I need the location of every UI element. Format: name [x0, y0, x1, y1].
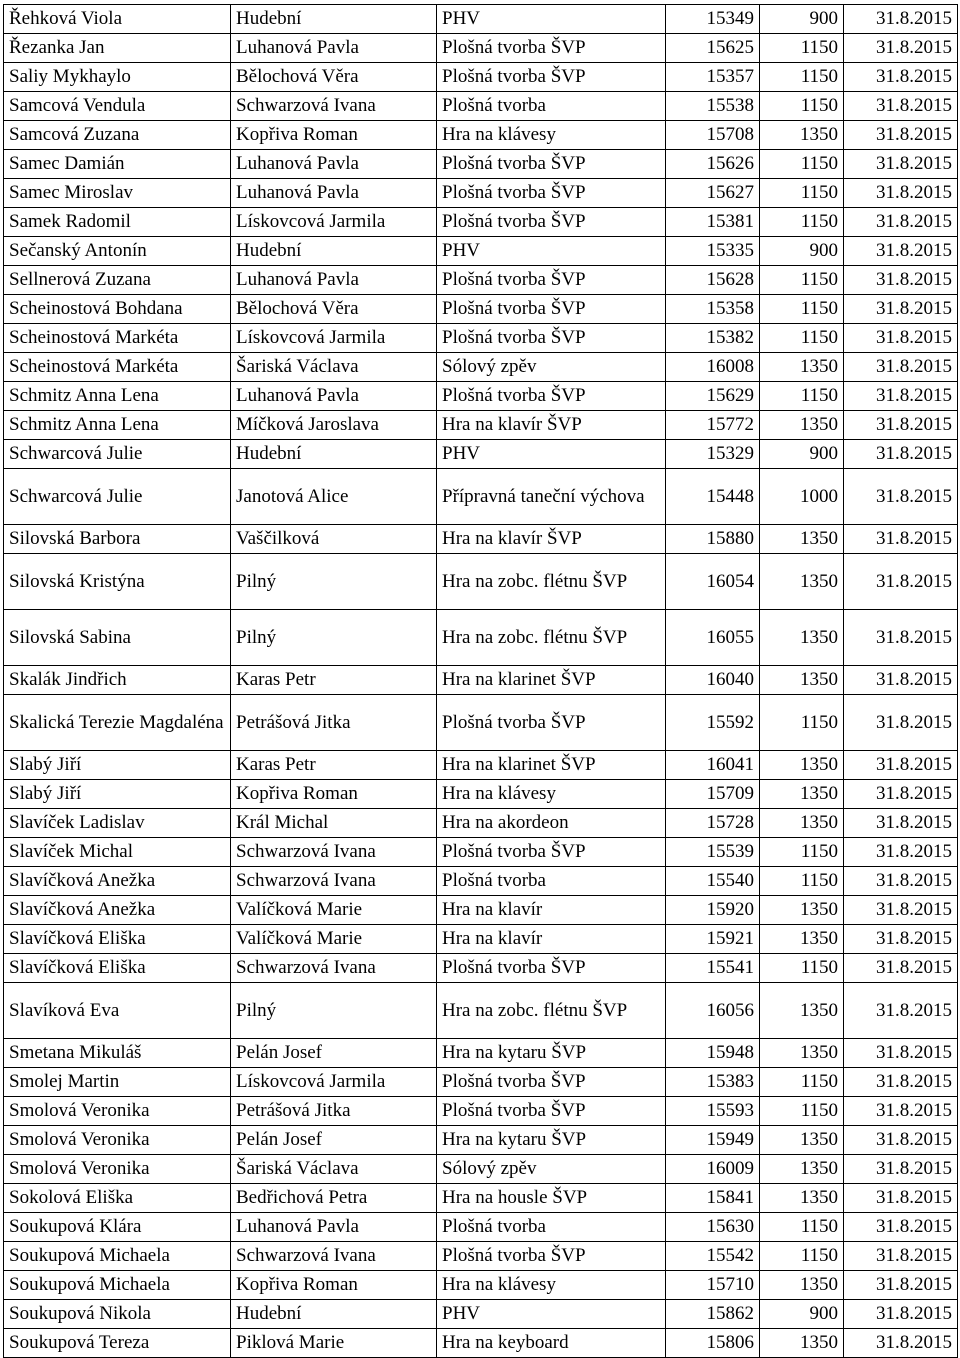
teacher-cell: Luhanová Pavla — [231, 179, 437, 208]
id-number-cell: 15542 — [666, 1242, 760, 1271]
subject-cell: Plošná tvorba ŠVP — [437, 1242, 666, 1271]
id-number-cell: 15841 — [666, 1184, 760, 1213]
teacher-cell: Luhanová Pavla — [231, 1213, 437, 1242]
amount-cell: 1150 — [760, 324, 844, 353]
id-number-cell: 15949 — [666, 1126, 760, 1155]
date-cell: 31.8.2015 — [844, 34, 958, 63]
teacher-cell: Luhanová Pavla — [231, 382, 437, 411]
table-row — [4, 1300, 958, 1329]
date-cell: 31.8.2015 — [844, 1097, 958, 1126]
table-row — [4, 525, 958, 554]
id-number-cell: 15630 — [666, 1213, 760, 1242]
teacher-cell: Karas Petr — [231, 666, 437, 695]
teacher-cell: Schwarzová Ivana — [231, 92, 437, 121]
id-number-cell: 16009 — [666, 1155, 760, 1184]
student-name-cell: Smolová Veronika — [4, 1155, 231, 1184]
amount-cell: 900 — [760, 5, 844, 34]
amount-cell: 1150 — [760, 838, 844, 867]
student-name-cell: Soukupová Michaela — [4, 1271, 231, 1300]
table-row — [4, 695, 958, 751]
subject-cell: Hra na akordeon — [437, 809, 666, 838]
id-number-cell: 15948 — [666, 1039, 760, 1068]
subject-cell: Plošná tvorba ŠVP — [437, 266, 666, 295]
student-name-cell: Slabý Jiří — [4, 780, 231, 809]
amount-cell: 1350 — [760, 1155, 844, 1184]
subject-cell: Hra na klavír ŠVP — [437, 411, 666, 440]
student-name-cell: Schmitz Anna Lena — [4, 382, 231, 411]
teacher-cell: Hudební — [231, 237, 437, 266]
student-name-cell: Smolej Martin — [4, 1068, 231, 1097]
table-row — [4, 809, 958, 838]
id-number-cell: 16056 — [666, 983, 760, 1039]
subject-cell: Plošná tvorba ŠVP — [437, 324, 666, 353]
id-number-cell: 15357 — [666, 63, 760, 92]
amount-cell: 1150 — [760, 34, 844, 63]
amount-cell: 1150 — [760, 1213, 844, 1242]
amount-cell: 1150 — [760, 382, 844, 411]
date-cell: 31.8.2015 — [844, 780, 958, 809]
subject-cell: PHV — [437, 440, 666, 469]
id-number-cell: 16008 — [666, 353, 760, 382]
id-number-cell: 15710 — [666, 1271, 760, 1300]
subject-cell: Sólový zpěv — [437, 1155, 666, 1184]
subject-cell: Hra na zobc. flétnu ŠVP — [437, 554, 666, 610]
id-number-cell: 15593 — [666, 1097, 760, 1126]
subject-cell: Hra na klavír — [437, 896, 666, 925]
teacher-cell: Lískovcová Jarmila — [231, 324, 437, 353]
teacher-cell: Bělochová Věra — [231, 63, 437, 92]
amount-cell: 1000 — [760, 469, 844, 525]
subject-cell: Plošná tvorba ŠVP — [437, 1068, 666, 1097]
table-row — [4, 34, 958, 63]
amount-cell: 1350 — [760, 121, 844, 150]
id-number-cell: 15627 — [666, 179, 760, 208]
table-row — [4, 1329, 958, 1358]
amount-cell: 1150 — [760, 695, 844, 751]
table-row — [4, 896, 958, 925]
student-name-cell: Silovská Sabina — [4, 610, 231, 666]
date-cell: 31.8.2015 — [844, 610, 958, 666]
id-number-cell: 15383 — [666, 1068, 760, 1097]
id-number-cell: 15772 — [666, 411, 760, 440]
id-number-cell: 15381 — [666, 208, 760, 237]
table-row — [4, 237, 958, 266]
id-number-cell: 16054 — [666, 554, 760, 610]
table-row — [4, 1097, 958, 1126]
date-cell: 31.8.2015 — [844, 324, 958, 353]
date-cell: 31.8.2015 — [844, 237, 958, 266]
student-name-cell: Samek Radomil — [4, 208, 231, 237]
table-row — [4, 382, 958, 411]
id-number-cell: 15628 — [666, 266, 760, 295]
amount-cell: 1350 — [760, 1126, 844, 1155]
table-row — [4, 780, 958, 809]
date-cell: 31.8.2015 — [844, 838, 958, 867]
id-number-cell: 15880 — [666, 525, 760, 554]
teacher-cell: Hudební — [231, 1300, 437, 1329]
amount-cell: 1150 — [760, 867, 844, 896]
amount-cell: 1350 — [760, 1329, 844, 1358]
table-row — [4, 5, 958, 34]
date-cell: 31.8.2015 — [844, 440, 958, 469]
subject-cell: Hra na housle ŠVP — [437, 1184, 666, 1213]
table-row — [4, 666, 958, 695]
table-row — [4, 150, 958, 179]
teacher-cell: Janotová Alice — [231, 469, 437, 525]
student-name-cell: Sečanský Antonín — [4, 237, 231, 266]
student-name-cell: Soukupová Klára — [4, 1213, 231, 1242]
student-name-cell: Soukupová Michaela — [4, 1242, 231, 1271]
table-row — [4, 867, 958, 896]
date-cell: 31.8.2015 — [844, 1329, 958, 1358]
student-name-cell: Soukupová Nikola — [4, 1300, 231, 1329]
id-number-cell: 15539 — [666, 838, 760, 867]
table-row — [4, 121, 958, 150]
amount-cell: 900 — [760, 237, 844, 266]
student-name-cell: Smolová Veronika — [4, 1097, 231, 1126]
date-cell: 31.8.2015 — [844, 469, 958, 525]
subject-cell: Plošná tvorba — [437, 867, 666, 896]
subject-cell: Hra na keyboard — [437, 1329, 666, 1358]
amount-cell: 1150 — [760, 266, 844, 295]
subject-cell: Hra na klávesy — [437, 1271, 666, 1300]
amount-cell: 1150 — [760, 1068, 844, 1097]
table-row — [4, 1039, 958, 1068]
table-row — [4, 983, 958, 1039]
subject-cell: Plošná tvorba ŠVP — [437, 295, 666, 324]
amount-cell: 1350 — [760, 353, 844, 382]
subject-cell: Přípravná taneční výchova — [437, 469, 666, 525]
teacher-cell: Petrášová Jitka — [231, 695, 437, 751]
id-number-cell: 16040 — [666, 666, 760, 695]
amount-cell: 1150 — [760, 954, 844, 983]
id-number-cell: 15626 — [666, 150, 760, 179]
subject-cell: Plošná tvorba ŠVP — [437, 179, 666, 208]
amount-cell: 1150 — [760, 1097, 844, 1126]
date-cell: 31.8.2015 — [844, 525, 958, 554]
student-name-cell: Řezanka Jan — [4, 34, 231, 63]
teacher-cell: Luhanová Pavla — [231, 150, 437, 179]
teacher-cell: Luhanová Pavla — [231, 266, 437, 295]
student-name-cell: Slavíček Ladislav — [4, 809, 231, 838]
teacher-cell: Pilný — [231, 554, 437, 610]
date-cell: 31.8.2015 — [844, 954, 958, 983]
student-name-cell: Schwarcová Julie — [4, 440, 231, 469]
id-number-cell: 16055 — [666, 610, 760, 666]
amount-cell: 1350 — [760, 809, 844, 838]
table-row — [4, 208, 958, 237]
id-number-cell: 15541 — [666, 954, 760, 983]
amount-cell: 1150 — [760, 1242, 844, 1271]
table-body — [4, 5, 958, 1358]
teacher-cell: Lískovcová Jarmila — [231, 208, 437, 237]
subject-cell: Plošná tvorba ŠVP — [437, 208, 666, 237]
teacher-cell: Pelán Josef — [231, 1039, 437, 1068]
teacher-cell: Petrášová Jitka — [231, 1097, 437, 1126]
student-name-cell: Smolová Veronika — [4, 1126, 231, 1155]
student-name-cell: Smetana Mikuláš — [4, 1039, 231, 1068]
amount-cell: 1150 — [760, 208, 844, 237]
table-row — [4, 751, 958, 780]
amount-cell: 1150 — [760, 295, 844, 324]
teacher-cell: Pelán Josef — [231, 1126, 437, 1155]
date-cell: 31.8.2015 — [844, 983, 958, 1039]
date-cell: 31.8.2015 — [844, 92, 958, 121]
amount-cell: 1350 — [760, 666, 844, 695]
student-name-cell: Sellnerová Zuzana — [4, 266, 231, 295]
student-name-cell: Samec Miroslav — [4, 179, 231, 208]
date-cell: 31.8.2015 — [844, 1300, 958, 1329]
date-cell: 31.8.2015 — [844, 896, 958, 925]
date-cell: 31.8.2015 — [844, 266, 958, 295]
student-name-cell: Skalická Terezie Magdaléna — [4, 695, 231, 751]
subject-cell: Hra na klarinet ŠVP — [437, 666, 666, 695]
teacher-cell: Šariská Václava — [231, 353, 437, 382]
teacher-cell: Míčková Jaroslava — [231, 411, 437, 440]
id-number-cell: 15358 — [666, 295, 760, 324]
amount-cell: 1350 — [760, 554, 844, 610]
id-number-cell: 15592 — [666, 695, 760, 751]
student-name-cell: Slavíčková Eliška — [4, 954, 231, 983]
amount-cell: 1350 — [760, 925, 844, 954]
teacher-cell: Hudební — [231, 440, 437, 469]
subject-cell: Plošná tvorba ŠVP — [437, 63, 666, 92]
date-cell: 31.8.2015 — [844, 382, 958, 411]
student-name-cell: Skalák Jindřich — [4, 666, 231, 695]
teacher-cell: Schwarzová Ivana — [231, 1242, 437, 1271]
student-name-cell: Slavíková Eva — [4, 983, 231, 1039]
table-row — [4, 1271, 958, 1300]
date-cell: 31.8.2015 — [844, 1213, 958, 1242]
teacher-cell: Kopřiva Roman — [231, 1271, 437, 1300]
date-cell: 31.8.2015 — [844, 554, 958, 610]
table-row — [4, 411, 958, 440]
amount-cell: 1350 — [760, 1039, 844, 1068]
teacher-cell: Piklová Marie — [231, 1329, 437, 1358]
teacher-cell: Vaščilková — [231, 525, 437, 554]
id-number-cell: 15349 — [666, 5, 760, 34]
subject-cell: Plošná tvorba ŠVP — [437, 695, 666, 751]
date-cell: 31.8.2015 — [844, 179, 958, 208]
table-row — [4, 353, 958, 382]
date-cell: 31.8.2015 — [844, 695, 958, 751]
id-number-cell: 15921 — [666, 925, 760, 954]
student-name-cell: Slavíčková Anežka — [4, 867, 231, 896]
subject-cell: Hra na klavír ŠVP — [437, 525, 666, 554]
date-cell: 31.8.2015 — [844, 1068, 958, 1097]
subject-cell: Plošná tvorba ŠVP — [437, 34, 666, 63]
date-cell: 31.8.2015 — [844, 1126, 958, 1155]
date-cell: 31.8.2015 — [844, 1155, 958, 1184]
student-table — [3, 4, 958, 1358]
subject-cell: Plošná tvorba — [437, 1213, 666, 1242]
teacher-cell: Karas Petr — [231, 751, 437, 780]
amount-cell: 1150 — [760, 150, 844, 179]
student-name-cell: Scheinostová Bohdana — [4, 295, 231, 324]
date-cell: 31.8.2015 — [844, 150, 958, 179]
table-row — [4, 179, 958, 208]
date-cell: 31.8.2015 — [844, 411, 958, 440]
id-number-cell: 15382 — [666, 324, 760, 353]
student-name-cell: Řehková Viola — [4, 5, 231, 34]
subject-cell: Plošná tvorba ŠVP — [437, 150, 666, 179]
table-row — [4, 92, 958, 121]
student-name-cell: Slavíčková Anežka — [4, 896, 231, 925]
teacher-cell: Lískovcová Jarmila — [231, 1068, 437, 1097]
amount-cell: 1350 — [760, 411, 844, 440]
table-row — [4, 63, 958, 92]
teacher-cell: Bělochová Věra — [231, 295, 437, 324]
subject-cell: PHV — [437, 5, 666, 34]
amount-cell: 1350 — [760, 896, 844, 925]
date-cell: 31.8.2015 — [844, 63, 958, 92]
student-name-cell: Scheinostová Markéta — [4, 353, 231, 382]
teacher-cell: Schwarzová Ivana — [231, 954, 437, 983]
amount-cell: 1350 — [760, 1271, 844, 1300]
table-row — [4, 440, 958, 469]
id-number-cell: 16041 — [666, 751, 760, 780]
subject-cell: Hra na kytaru ŠVP — [437, 1039, 666, 1068]
table-row — [4, 1155, 958, 1184]
subject-cell: PHV — [437, 1300, 666, 1329]
table-row — [4, 925, 958, 954]
table-row — [4, 469, 958, 525]
id-number-cell: 15709 — [666, 780, 760, 809]
id-number-cell: 15329 — [666, 440, 760, 469]
amount-cell: 1150 — [760, 63, 844, 92]
teacher-cell: Král Michal — [231, 809, 437, 838]
table-row — [4, 266, 958, 295]
teacher-cell: Luhanová Pavla — [231, 34, 437, 63]
date-cell: 31.8.2015 — [844, 809, 958, 838]
date-cell: 31.8.2015 — [844, 867, 958, 896]
table-row — [4, 610, 958, 666]
student-name-cell: Schwarcová Julie — [4, 469, 231, 525]
amount-cell: 1150 — [760, 179, 844, 208]
id-number-cell: 15728 — [666, 809, 760, 838]
subject-cell: Hra na kytaru ŠVP — [437, 1126, 666, 1155]
amount-cell: 1350 — [760, 525, 844, 554]
teacher-cell: Kopřiva Roman — [231, 780, 437, 809]
subject-cell: Plošná tvorba ŠVP — [437, 838, 666, 867]
id-number-cell: 15708 — [666, 121, 760, 150]
table-row — [4, 295, 958, 324]
table-row — [4, 324, 958, 353]
id-number-cell: 15538 — [666, 92, 760, 121]
subject-cell: Plošná tvorba ŠVP — [437, 382, 666, 411]
student-name-cell: Sokolová Eliška — [4, 1184, 231, 1213]
id-number-cell: 15806 — [666, 1329, 760, 1358]
subject-cell: Hra na klavír — [437, 925, 666, 954]
student-name-cell: Slabý Jiří — [4, 751, 231, 780]
subject-cell: PHV — [437, 237, 666, 266]
date-cell: 31.8.2015 — [844, 295, 958, 324]
student-name-cell: Slavíček Michal — [4, 838, 231, 867]
table-row — [4, 1068, 958, 1097]
teacher-cell: Šariská Václava — [231, 1155, 437, 1184]
subject-cell: Plošná tvorba — [437, 92, 666, 121]
subject-cell: Sólový zpěv — [437, 353, 666, 382]
date-cell: 31.8.2015 — [844, 1271, 958, 1300]
student-name-cell: Slavíčková Eliška — [4, 925, 231, 954]
student-name-cell: Soukupová Tereza — [4, 1329, 231, 1358]
teacher-cell: Valíčková Marie — [231, 925, 437, 954]
student-name-cell: Schmitz Anna Lena — [4, 411, 231, 440]
student-name-cell: Samcová Zuzana — [4, 121, 231, 150]
teacher-cell: Bedřichová Petra — [231, 1184, 437, 1213]
table-row — [4, 838, 958, 867]
amount-cell: 1350 — [760, 610, 844, 666]
student-name-cell: Scheinostová Markéta — [4, 324, 231, 353]
id-number-cell: 15540 — [666, 867, 760, 896]
amount-cell: 900 — [760, 440, 844, 469]
amount-cell: 900 — [760, 1300, 844, 1329]
date-cell: 31.8.2015 — [844, 208, 958, 237]
amount-cell: 1150 — [760, 92, 844, 121]
amount-cell: 1350 — [760, 1184, 844, 1213]
student-name-cell: Samcová Vendula — [4, 92, 231, 121]
date-cell: 31.8.2015 — [844, 353, 958, 382]
teacher-cell: Schwarzová Ivana — [231, 867, 437, 896]
id-number-cell: 15862 — [666, 1300, 760, 1329]
date-cell: 31.8.2015 — [844, 1039, 958, 1068]
student-name-cell: Silovská Barbora — [4, 525, 231, 554]
subject-cell: Plošná tvorba ŠVP — [437, 954, 666, 983]
teacher-cell: Pilný — [231, 610, 437, 666]
date-cell: 31.8.2015 — [844, 1242, 958, 1271]
id-number-cell: 15920 — [666, 896, 760, 925]
date-cell: 31.8.2015 — [844, 751, 958, 780]
table-row — [4, 1126, 958, 1155]
teacher-cell: Valíčková Marie — [231, 896, 437, 925]
table-row — [4, 1242, 958, 1271]
student-name-cell: Saliy Mykhaylo — [4, 63, 231, 92]
amount-cell: 1350 — [760, 780, 844, 809]
subject-cell: Hra na klávesy — [437, 780, 666, 809]
date-cell: 31.8.2015 — [844, 121, 958, 150]
table-row — [4, 954, 958, 983]
teacher-cell: Pilný — [231, 983, 437, 1039]
date-cell: 31.8.2015 — [844, 666, 958, 695]
table-row — [4, 1213, 958, 1242]
subject-cell: Hra na zobc. flétnu ŠVP — [437, 983, 666, 1039]
subject-cell: Hra na klarinet ŠVP — [437, 751, 666, 780]
teacher-cell: Hudební — [231, 5, 437, 34]
id-number-cell: 15629 — [666, 382, 760, 411]
id-number-cell: 15448 — [666, 469, 760, 525]
subject-cell: Plošná tvorba ŠVP — [437, 1097, 666, 1126]
id-number-cell: 15335 — [666, 237, 760, 266]
subject-cell: Hra na zobc. flétnu ŠVP — [437, 610, 666, 666]
amount-cell: 1350 — [760, 751, 844, 780]
subject-cell: Hra na klávesy — [437, 121, 666, 150]
date-cell: 31.8.2015 — [844, 925, 958, 954]
date-cell: 31.8.2015 — [844, 5, 958, 34]
amount-cell: 1350 — [760, 983, 844, 1039]
id-number-cell: 15625 — [666, 34, 760, 63]
student-name-cell: Samec Damián — [4, 150, 231, 179]
student-name-cell: Silovská Kristýna — [4, 554, 231, 610]
teacher-cell: Kopřiva Roman — [231, 121, 437, 150]
date-cell: 31.8.2015 — [844, 1184, 958, 1213]
table-row — [4, 554, 958, 610]
teacher-cell: Schwarzová Ivana — [231, 838, 437, 867]
table-row — [4, 1184, 958, 1213]
